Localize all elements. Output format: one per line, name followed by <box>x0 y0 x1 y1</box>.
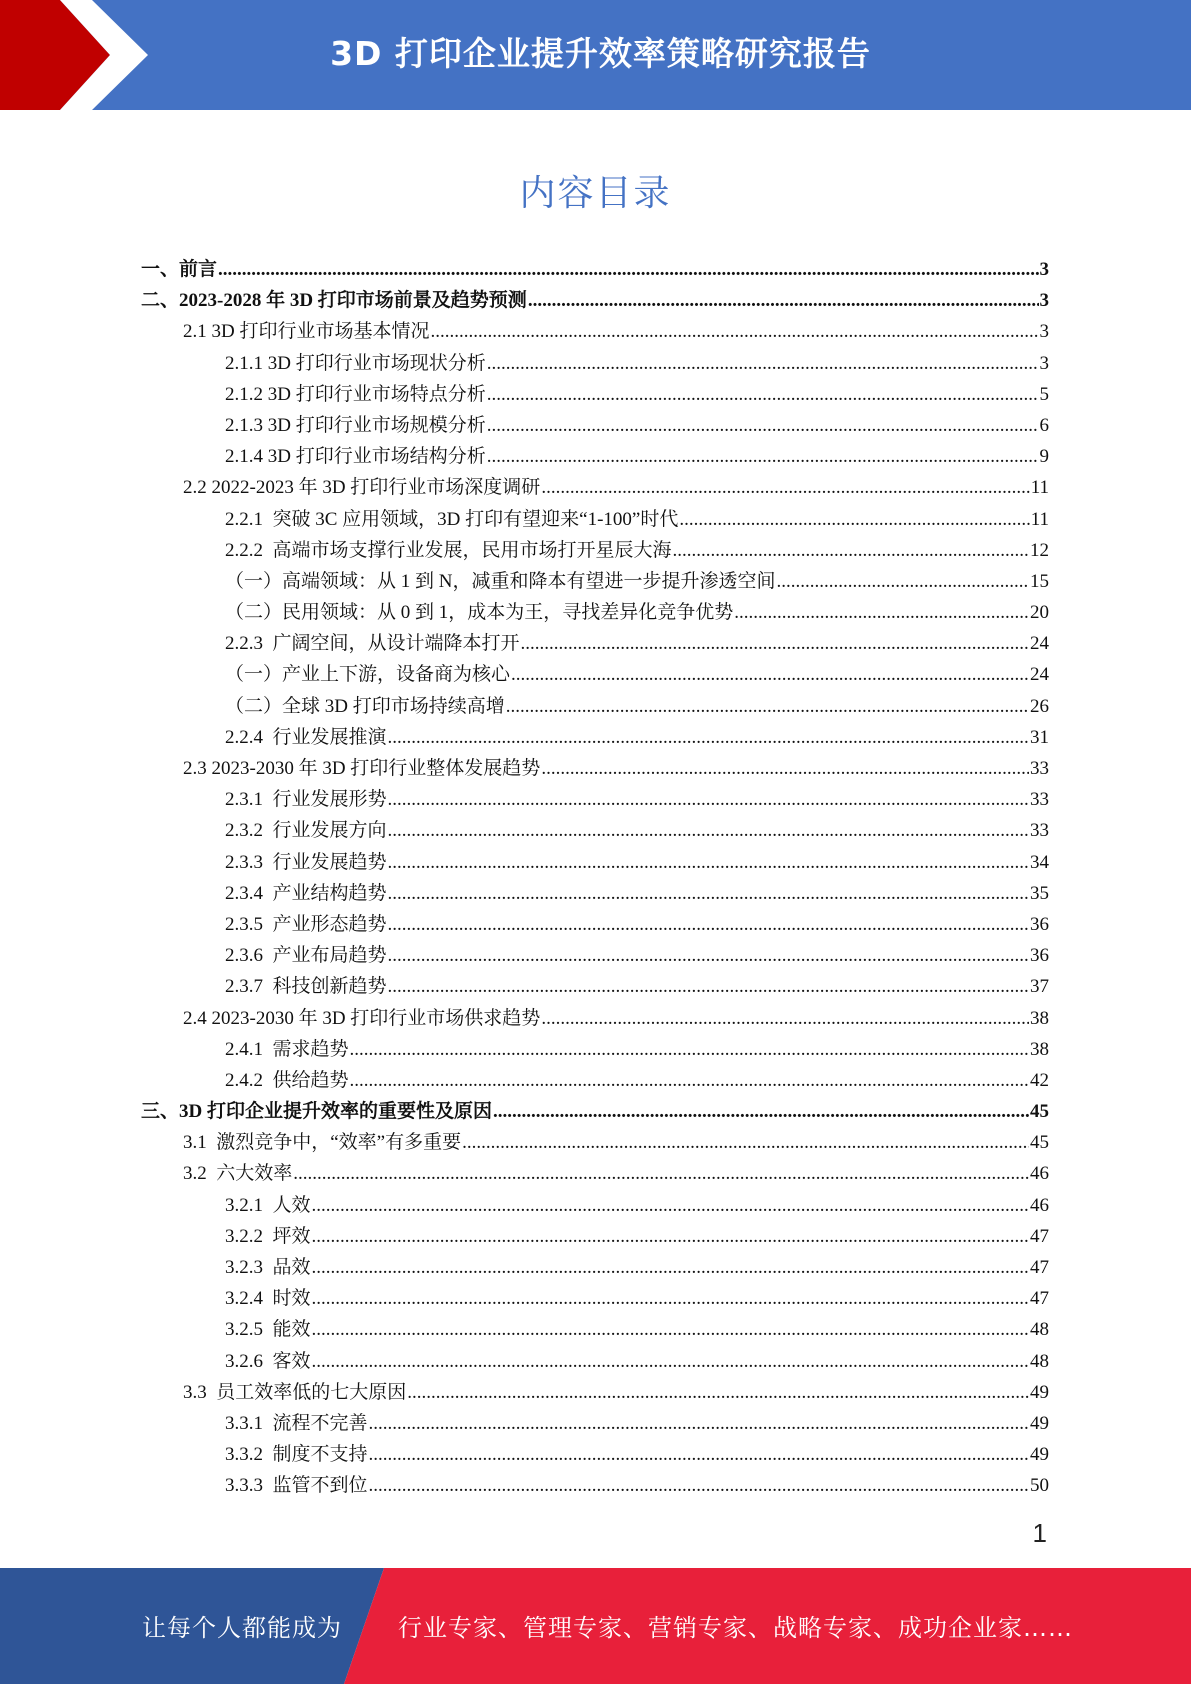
toc-entry[interactable] <box>141 1314 1049 1345</box>
toc-entry-label: 2.4.2 供给趋势 <box>225 1069 349 1091</box>
toc-dot-leader <box>776 566 1029 597</box>
toc-entry[interactable] <box>141 1096 1049 1127</box>
toc-entry[interactable] <box>141 1470 1049 1501</box>
toc-entry-page: 12 <box>1030 539 1049 561</box>
toc-entry[interactable] <box>141 1346 1049 1377</box>
toc-dot-leader <box>350 1065 1029 1096</box>
toc-entry-label: 3.3.2 制度不支持 <box>225 1444 368 1466</box>
toc-dot-leader <box>369 1408 1029 1439</box>
toc-entry-label: 2.3 2023-2030 年 3D 打印行业整体发展趋势 <box>183 758 541 779</box>
toc-dot-leader <box>462 1127 1029 1158</box>
toc-entry[interactable] <box>141 1439 1049 1470</box>
toc-entry-page: 24 <box>1030 633 1049 655</box>
toc-entry-page: 45 <box>1030 1132 1049 1154</box>
toc-entry-label: 3.1 激烈竞争中，“效率”有多重要 <box>183 1132 462 1154</box>
toc-entry-page: 31 <box>1030 726 1049 748</box>
toc-entry-label: 2.3.5 产业形态趋势 <box>225 913 387 935</box>
toc-entry-label: （一）高端领域：从 1 到 N，减重和降本有望进一步提升渗透空间 <box>225 570 776 592</box>
toc-entry[interactable] <box>141 971 1049 1002</box>
toc-entry[interactable] <box>141 878 1049 909</box>
toc-dot-leader <box>511 659 1029 690</box>
toc-entry-page: 49 <box>1030 1444 1049 1466</box>
toc-entry[interactable] <box>141 597 1049 628</box>
toc-dot-leader <box>388 909 1029 940</box>
toc-entry-label: 3.3.3 监管不到位 <box>225 1475 368 1497</box>
toc-entry-page: 5 <box>1039 383 1049 405</box>
toc-entry-label: （二）全球 3D 打印市场持续高增 <box>225 695 505 717</box>
toc-dot-leader <box>293 1158 1029 1189</box>
toc-dot-leader <box>679 504 1029 535</box>
toc-entry-page: 33 <box>1030 789 1049 811</box>
toc-entry-page: 26 <box>1030 695 1049 717</box>
toc-entry[interactable] <box>141 1127 1049 1158</box>
toc-dot-leader <box>388 815 1029 846</box>
toc-entry-page: 47 <box>1030 1225 1049 1247</box>
toc-entry[interactable] <box>141 909 1049 940</box>
toc-entry[interactable] <box>141 1408 1049 1439</box>
toc-dot-leader <box>218 254 1038 285</box>
toc-entry-label: 2.2 2022-2023 年 3D 打印行业市场深度调研 <box>183 477 541 499</box>
toc-dot-leader <box>541 472 1029 503</box>
toc-entry[interactable] <box>141 535 1049 566</box>
toc-entry-page: 3 <box>1039 290 1049 312</box>
toc-dot-leader <box>487 410 1039 441</box>
toc-dot-leader <box>493 1096 1029 1127</box>
footer-banner <box>0 1568 1191 1684</box>
toc-entry-page: 50 <box>1030 1475 1049 1497</box>
toc-entry-page: 48 <box>1030 1319 1049 1341</box>
toc-entry[interactable] <box>141 472 1049 503</box>
toc-entry-page: 6 <box>1039 414 1049 436</box>
toc-entry-page: 3 <box>1039 352 1049 374</box>
toc-entry[interactable] <box>141 379 1049 410</box>
toc-dot-leader <box>528 285 1039 316</box>
toc-dot-leader <box>312 1252 1029 1283</box>
toc-dot-leader <box>487 348 1039 379</box>
toc-entry-page: 47 <box>1030 1288 1049 1310</box>
toc-entry[interactable] <box>141 815 1049 846</box>
toc-entry-label: 2.2.2 高端市场支撑行业发展，民用市场打开星辰大海 <box>225 539 672 561</box>
toc-entry-page: 38 <box>1030 1038 1049 1060</box>
toc-entry[interactable] <box>141 1283 1049 1314</box>
toc-dot-leader <box>506 691 1029 722</box>
toc-entry-label: 3.2.5 能效 <box>225 1319 311 1341</box>
toc-entry-page: 33 <box>1030 758 1049 779</box>
toc-entry-label: 2.3.3 行业发展趋势 <box>225 851 387 873</box>
toc-entry-label: 三、3D 打印企业提升效率的重要性及原因 <box>141 1101 492 1123</box>
toc-entry-page: 9 <box>1039 446 1049 468</box>
toc-dot-leader <box>388 847 1029 878</box>
toc-entry-page: 45 <box>1030 1101 1049 1123</box>
toc-entry-label: （二）民用领域：从 0 到 1，成本为王，寻找差异化竞争优势 <box>225 602 734 624</box>
toc-entry[interactable] <box>141 1003 1049 1034</box>
toc-dot-leader <box>673 535 1029 566</box>
toc-entry-label: 2.2.3 广阔空间，从设计端降本打开 <box>225 633 520 655</box>
toc-heading: 内容目录 <box>519 173 672 214</box>
toc-entry-label: 3.3.1 流程不完善 <box>225 1412 368 1434</box>
toc-entry[interactable] <box>141 691 1049 722</box>
header-banner <box>0 0 1191 110</box>
toc-entry[interactable] <box>141 753 1049 784</box>
toc-dot-leader <box>388 722 1029 753</box>
toc-entry[interactable] <box>141 316 1049 347</box>
toc-entry-label: 2.2.4 行业发展推演 <box>225 726 387 748</box>
footer-slogan-left: 让每个人都能成为 <box>142 1614 342 1642</box>
toc-entry-page: 37 <box>1030 976 1049 998</box>
toc-entry-page: 36 <box>1030 945 1049 967</box>
toc-dot-leader <box>388 940 1029 971</box>
toc-entry-page: 11 <box>1030 508 1049 530</box>
toc-entry-label: 2.1.2 3D 打印行业市场特点分析 <box>225 383 486 405</box>
toc-dot-leader <box>734 597 1029 628</box>
toc-entry-label: 2.3.6 产业布局趋势 <box>225 945 387 967</box>
toc-entry[interactable] <box>141 940 1049 971</box>
report-title: 3D 打印企业提升效率策略研究报告 <box>330 34 871 73</box>
toc-dot-leader <box>312 1314 1029 1345</box>
toc-entry[interactable] <box>141 1065 1049 1096</box>
toc-entry-page: 38 <box>1030 1007 1049 1029</box>
toc-entry-label: 2.1 3D 打印行业市场基本情况 <box>183 321 430 343</box>
toc-entry-page: 48 <box>1030 1350 1049 1372</box>
toc-entry-label: 3.3 员工效率低的七大原因 <box>183 1381 407 1403</box>
toc-dot-leader <box>541 753 1029 784</box>
toc-dot-leader <box>388 971 1029 1002</box>
toc-entry-page: 36 <box>1030 913 1049 935</box>
toc-dot-leader <box>487 441 1039 472</box>
toc-entry-page: 42 <box>1030 1069 1049 1091</box>
toc-entry-label: 3.2.2 坪效 <box>225 1225 311 1247</box>
toc-entry-page: 20 <box>1030 602 1049 624</box>
toc-entry[interactable] <box>141 1252 1049 1283</box>
toc-entry-page: 46 <box>1030 1194 1049 1216</box>
toc-entry[interactable] <box>141 1034 1049 1065</box>
toc-dot-leader <box>312 1221 1029 1252</box>
toc-entry-page: 24 <box>1030 664 1049 686</box>
toc-entry[interactable] <box>141 628 1049 659</box>
toc-entry-label: 2.3.7 科技创新趋势 <box>225 976 387 998</box>
toc-entry[interactable] <box>141 1190 1049 1221</box>
toc-dot-leader <box>521 628 1029 659</box>
toc-entry-page: 3 <box>1039 259 1049 280</box>
toc-entry[interactable] <box>141 1377 1049 1408</box>
toc-entry-label: 2.1.3 3D 打印行业市场规模分析 <box>225 414 486 436</box>
toc-entry[interactable] <box>141 659 1049 690</box>
toc-entry[interactable] <box>141 504 1049 535</box>
toc-dot-leader <box>487 379 1039 410</box>
toc-entry-label: 2.1.1 3D 打印行业市场现状分析 <box>225 352 486 374</box>
toc-entry-page: 47 <box>1030 1257 1049 1278</box>
toc-entry-page: 3 <box>1039 321 1049 343</box>
toc-entry-label: 2.3.4 产业结构趋势 <box>225 882 387 904</box>
toc-entry[interactable] <box>141 348 1049 379</box>
toc-dot-leader <box>541 1003 1029 1034</box>
toc-entry-page: 46 <box>1030 1163 1049 1185</box>
toc-entry[interactable] <box>141 441 1049 472</box>
toc-entry-label: 3.2 六大效率 <box>183 1163 293 1185</box>
toc-dot-leader <box>369 1470 1029 1501</box>
toc-entry-page: 34 <box>1030 851 1049 873</box>
toc-entry-label: 二、2023-2028 年 3D 打印市场前景及趋势预测 <box>141 290 527 312</box>
toc-dot-leader <box>350 1034 1029 1065</box>
toc-entry[interactable] <box>141 566 1049 597</box>
footer-slogan-right: 行业专家、管理专家、营销专家、战略专家、成功企业家…… <box>398 1614 1073 1642</box>
toc-entry[interactable] <box>141 722 1049 753</box>
toc-entry-page: 11 <box>1030 477 1049 499</box>
toc-entry-label: 3.2.1 人效 <box>225 1194 311 1216</box>
table-of-contents <box>141 254 1049 1502</box>
toc-entry-page: 33 <box>1030 820 1049 842</box>
toc-entry-label: 2.1.4 3D 打印行业市场结构分析 <box>225 446 486 468</box>
toc-entry[interactable] <box>141 285 1049 316</box>
toc-entry[interactable] <box>141 410 1049 441</box>
toc-entry-label: 3.2.3 品效 <box>225 1257 311 1278</box>
toc-entry-label: 3.2.6 客效 <box>225 1350 311 1372</box>
toc-dot-leader <box>430 316 1038 347</box>
page-number: 1 <box>1032 1518 1047 1548</box>
toc-entry-label: 一、前言 <box>141 259 218 280</box>
toc-entry-page: 49 <box>1030 1381 1049 1403</box>
toc-entry-page: 15 <box>1030 570 1049 592</box>
toc-dot-leader <box>312 1283 1029 1314</box>
toc-entry-label: 2.3.2 行业发展方向 <box>225 820 387 842</box>
toc-entry-label: 2.4.1 需求趋势 <box>225 1038 349 1060</box>
toc-entry-label: 2.2.1 突破 3C 应用领域，3D 打印有望迎来“1-100”时代 <box>225 508 679 530</box>
toc-dot-leader <box>312 1190 1029 1221</box>
toc-entry-page: 35 <box>1030 882 1049 904</box>
toc-entry[interactable] <box>141 254 1049 285</box>
toc-entry-page: 49 <box>1030 1412 1049 1434</box>
toc-entry[interactable] <box>141 1221 1049 1252</box>
toc-entry[interactable] <box>141 1158 1049 1189</box>
toc-entry-label: 2.3.1 行业发展形势 <box>225 789 387 811</box>
toc-dot-leader <box>312 1346 1029 1377</box>
toc-dot-leader <box>388 784 1029 815</box>
toc-dot-leader <box>369 1439 1029 1470</box>
toc-entry-label: （一）产业上下游，设备商为核心 <box>225 664 511 686</box>
toc-entry[interactable] <box>141 784 1049 815</box>
toc-dot-leader <box>407 1377 1029 1408</box>
toc-entry-label: 2.4 2023-2030 年 3D 打印行业市场供求趋势 <box>183 1007 541 1029</box>
toc-entry-label: 3.2.4 时效 <box>225 1288 311 1310</box>
toc-entry[interactable] <box>141 847 1049 878</box>
toc-dot-leader <box>388 878 1029 909</box>
